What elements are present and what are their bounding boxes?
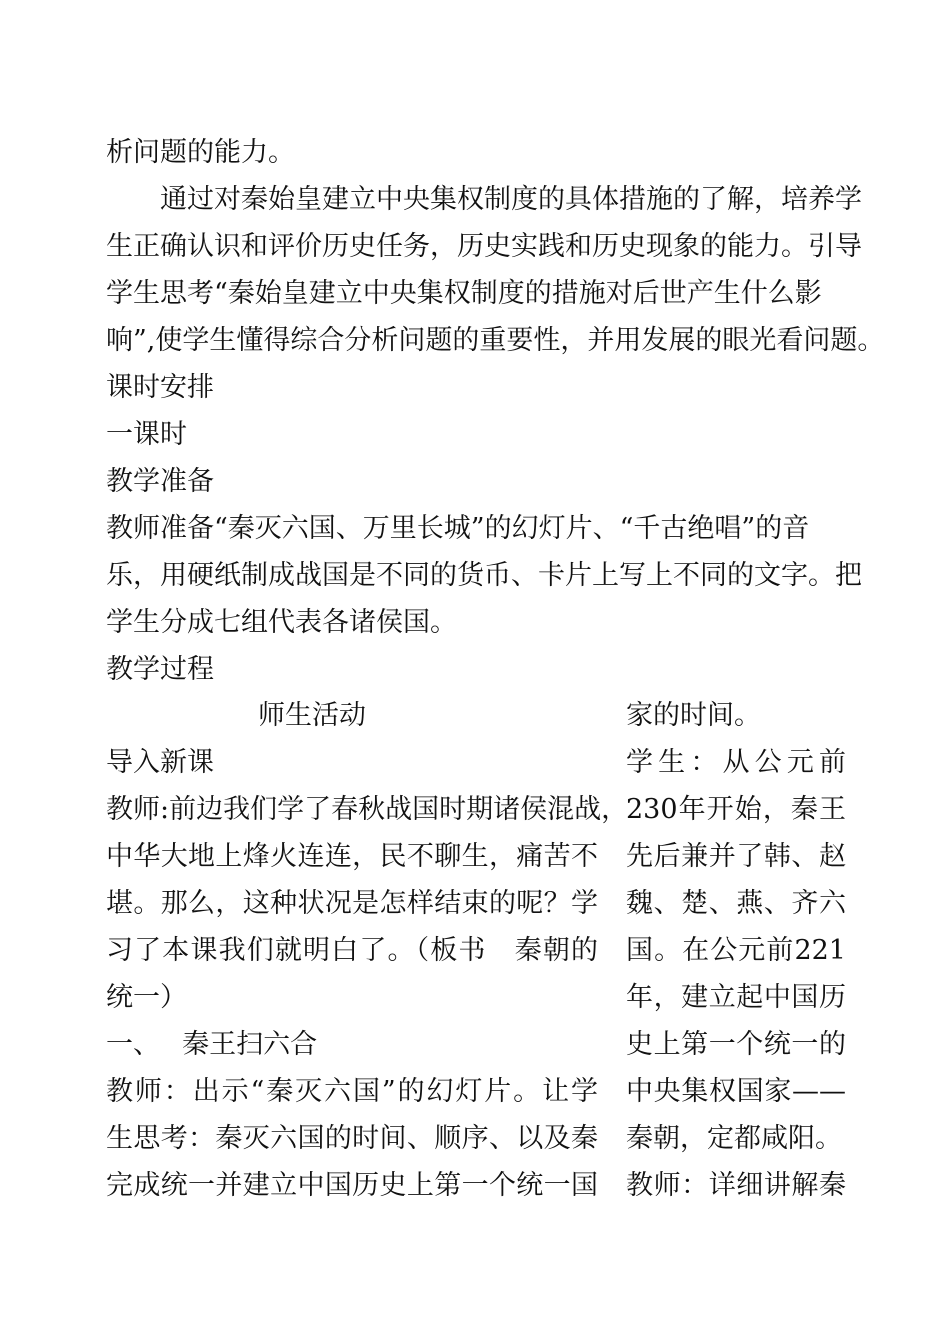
right-line-1: 家的时间。 xyxy=(626,700,761,731)
intro-line-5: 响”,使学生懂得综合分析问题的重要性，并用发展的眼光看问题。 xyxy=(106,325,885,356)
preparation-line-3: 学生分成七组代表各诸侯国。 xyxy=(106,607,457,638)
right-line-2: 学生：从公元前 xyxy=(626,747,846,778)
preparation-line-1: 教师准备“秦灭六国、万里长城”的幻灯片、“千古绝唱”的音 xyxy=(106,513,810,544)
process-heading: 教学过程 xyxy=(106,654,214,685)
right-line-6: 国。在公元前221 xyxy=(626,935,846,966)
left-line-2: 教师:前边我们学了春秋战国时期诸侯混战， xyxy=(106,794,629,825)
right-line-8: 史上第一个统一的 xyxy=(626,1029,846,1060)
left-line-10: 完成统一并建立中国历史上第一个统一国 xyxy=(106,1170,598,1201)
preparation-heading: 教学准备 xyxy=(106,466,214,497)
left-line-8: 教师：出示“秦灭六国”的幻灯片。让学 xyxy=(106,1076,598,1107)
left-line-9: 生思考：秦灭六国的时间、顺序、以及秦 xyxy=(106,1123,598,1154)
intro-line-3: 生正确认识和评价历史任务，历史实践和历史现象的能力。引导 xyxy=(106,231,862,262)
left-line-6: 统一） xyxy=(106,982,187,1013)
left-line-7: 一、 秦王扫六合 xyxy=(106,1029,318,1060)
left-column-header: 师生活动 xyxy=(258,700,366,731)
preparation-line-2: 乐，用硬纸制成战国是不同的货币、卡片上写上不同的文字。把 xyxy=(106,560,862,591)
schedule-heading: 课时安排 xyxy=(106,372,214,403)
intro-line-4: 学生思考“秦始皇建立中央集权制度的措施对后世产生什么影 xyxy=(106,278,822,309)
right-line-5: 魏、楚、燕、齐六 xyxy=(626,888,846,919)
intro-line-1: 析问题的能力。 xyxy=(106,137,295,168)
schedule-value: 一课时 xyxy=(106,419,187,450)
right-line-4: 先后兼并了韩、赵 xyxy=(626,841,846,872)
left-line-1: 导入新课 xyxy=(106,747,214,778)
right-line-7: 年，建立起中国历 xyxy=(626,982,846,1013)
right-line-9: 中央集权国家—— xyxy=(626,1076,846,1107)
intro-line-2: 通过对秦始皇建立中央集权制度的具体措施的了解，培养学 xyxy=(160,184,862,215)
left-line-4: 堪。那么，这种状况是怎样结束的呢？学 xyxy=(106,888,598,919)
left-line-5: 习了本课我们就明白了。（板书 秦朝的 xyxy=(106,935,598,966)
right-line-11: 教师：详细讲解秦 xyxy=(626,1170,846,1201)
right-line-10: 秦朝，定都咸阳。 xyxy=(626,1123,842,1154)
right-line-3: 230年开始，秦王 xyxy=(626,794,846,825)
left-line-3: 中华大地上烽火连连，民不聊生，痛苦不 xyxy=(106,841,598,872)
